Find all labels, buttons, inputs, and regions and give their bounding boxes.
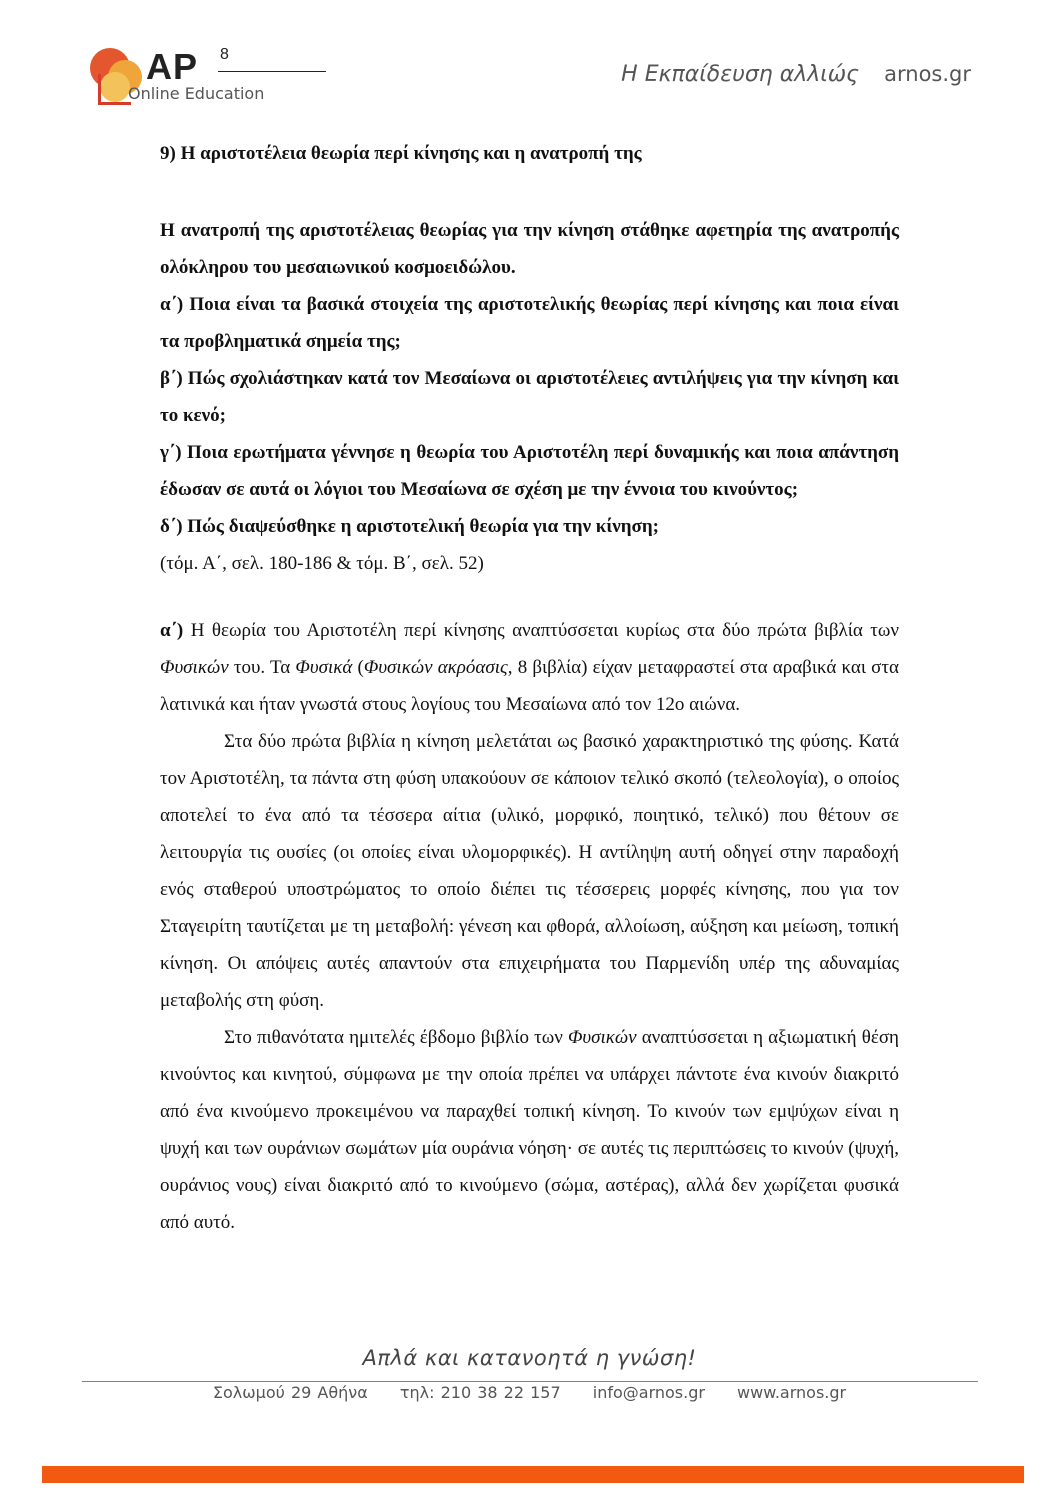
question-b: β΄) Πώς σχολιάστηκαν κατά τον Μεσαίωνα οι αριστοτέλειες αντιλήψεις για την κίνηση και το κενό; bbox=[160, 368, 899, 426]
paragraph-2: Στα δύο πρώτα βιβλία η κίνηση μελετάται ως βασικό χαρακτηριστικό της φύσης. Κατά τον Αριστοτέλη, τα πάντα στη φύση υπακούουν σε κάποιον τελικό σκοπό (τελεολογία), ο οποίος αποτελεί το ένα από τα τέσσερα αίτια (υλικό, μορφικό, ποιητικό, τελικό) που θέτουν σε λειτουργία τις ουσίες (οι οποίες είναι υλομορφικές). Η αντίληψη αυτή οδηγεί στην παραδοχή ενός σταθερού υποστρώματος το οποίο διέπει τις τέσσερεις μορφές κίνησης, που για τον Σταγειρίτη ταυτίζεται με τη μεταβολή: γένεση και φθορά, αλλοίωση, αύξηση και μείωση, τοπική κίνηση. Οι απόψεις αυτές απαντούν στα επιχειρήματα του Παρμενίδη υπέρ της αδυναμίας μεταβολής στη φύση. bbox=[160, 731, 899, 1011]
answer-a-italic-3: Φυσικών ακρόασις bbox=[363, 657, 508, 678]
logo-text: AP bbox=[146, 46, 199, 87]
document-body bbox=[160, 135, 899, 1241]
footer-email[interactable]: info@arnos.gr bbox=[592, 1383, 705, 1402]
footer-slogan: Απλά και κατανοητά η γνώση! bbox=[362, 1346, 697, 1370]
question-a: α΄) Ποια είναι τα βασικά στοιχεία της αριστοτελικής θεωρίας περί κίνησης και ποια είναι τα προβληματικά σημεία της; bbox=[160, 294, 899, 352]
footer-phone: τηλ: 210 38 22 157 bbox=[399, 1383, 561, 1402]
answer-a-text-1: Η θεωρία του Αριστοτέλη περί κίνησης αναπτύσσεται κυρίως στα δύο πρώτα βιβλία των bbox=[183, 620, 899, 641]
answer-a-italic-2: Φυσικά bbox=[295, 657, 353, 678]
answer-a-label: α΄) bbox=[160, 620, 184, 641]
paragraph-3 bbox=[160, 1019, 899, 1241]
page-number-underline bbox=[218, 71, 326, 72]
question-c: γ΄) Ποια ερωτήματα γέννησε η θεωρία του Αριστοτέλη περί δυναμικής και ποια απάντηση έδωσαν σε αυτά οι λόγιοι του Μεσαίωνα σε σχέση με την έννοια του κινούντος; bbox=[160, 442, 899, 500]
paragraph-3-text-1: Στο πιθανότατα ημιτελές έβδομο βιβλίο των bbox=[224, 1027, 568, 1048]
answer-a-paragraph bbox=[160, 612, 899, 723]
header-site: arnos.gr bbox=[884, 62, 971, 86]
header-slogan: Η Εκπαίδευση αλλιώς bbox=[621, 62, 860, 87]
paragraph-3-text-2: αναπτύσσεται η αξιωματική θέση κινούντος και κινητού, σύμφωνα με την οποία πρέπει να υπάρχει πάντοτε ένα κινούν διακριτό από ένα κινούμενο προκειμένου να παραχθεί τοπική κίνηση. Το κινούν των εμψύχων είναι η ψυχή και των ουράνιων σωμάτων μία ουράνια νόηση· σε αυτές τις περιπτώσεις το κινούν (ψυχή, ουράνιος νους) είναι διακριτό από το κινούμενο (σώμα, αστέρας), αλλά δεν χωρίζεται φυσικά από αυτό. bbox=[160, 1027, 899, 1233]
section-title: 9) Η αριστοτέλεια θεωρία περί κίνησης και η ανατροπή της bbox=[160, 143, 642, 164]
page-number: 8 bbox=[220, 46, 229, 63]
answer-a-italic-1: Φυσικών bbox=[160, 657, 229, 678]
question-d: δ΄) Πώς διαψεύσθηκε η αριστοτελική θεωρία για την κίνηση; bbox=[160, 516, 659, 537]
footer-address: Σολωμού 29 Αθήνα bbox=[212, 1383, 368, 1402]
logo-subtext: Online Education bbox=[128, 84, 265, 103]
answer-a-text-3: ( bbox=[352, 657, 364, 678]
bottom-accent-bar bbox=[42, 1466, 1024, 1483]
footer-contact bbox=[0, 1383, 1059, 1402]
answer-a-text-2: του. Τα bbox=[228, 657, 296, 678]
answer-a-text-4: , 8 βιβλία) είχαν μεταφραστεί στα αραβικά και στα λατινικά και ήταν γνωστά στους λογίους του Μεσαίωνα από τον 12ο αιώνα. bbox=[160, 657, 899, 715]
footer-divider bbox=[82, 1381, 978, 1382]
footer-website[interactable]: www.arnos.gr bbox=[737, 1383, 847, 1402]
logo-frame bbox=[98, 74, 131, 105]
header-right bbox=[621, 62, 971, 87]
intro-paragraph: Η ανατροπή της αριστοτέλειας θεωρίας για την κίνηση στάθηκε αφετηρία της ανατροπής ολόκληρου του μεσαιωνικού κοσμοειδώλου. bbox=[160, 220, 899, 278]
reference: (τόμ. Α΄, σελ. 180-186 & τόμ. Β΄, σελ. 52) bbox=[160, 553, 484, 574]
paragraph-3-italic-1: Φυσικών bbox=[567, 1027, 637, 1048]
logo bbox=[90, 44, 330, 108]
